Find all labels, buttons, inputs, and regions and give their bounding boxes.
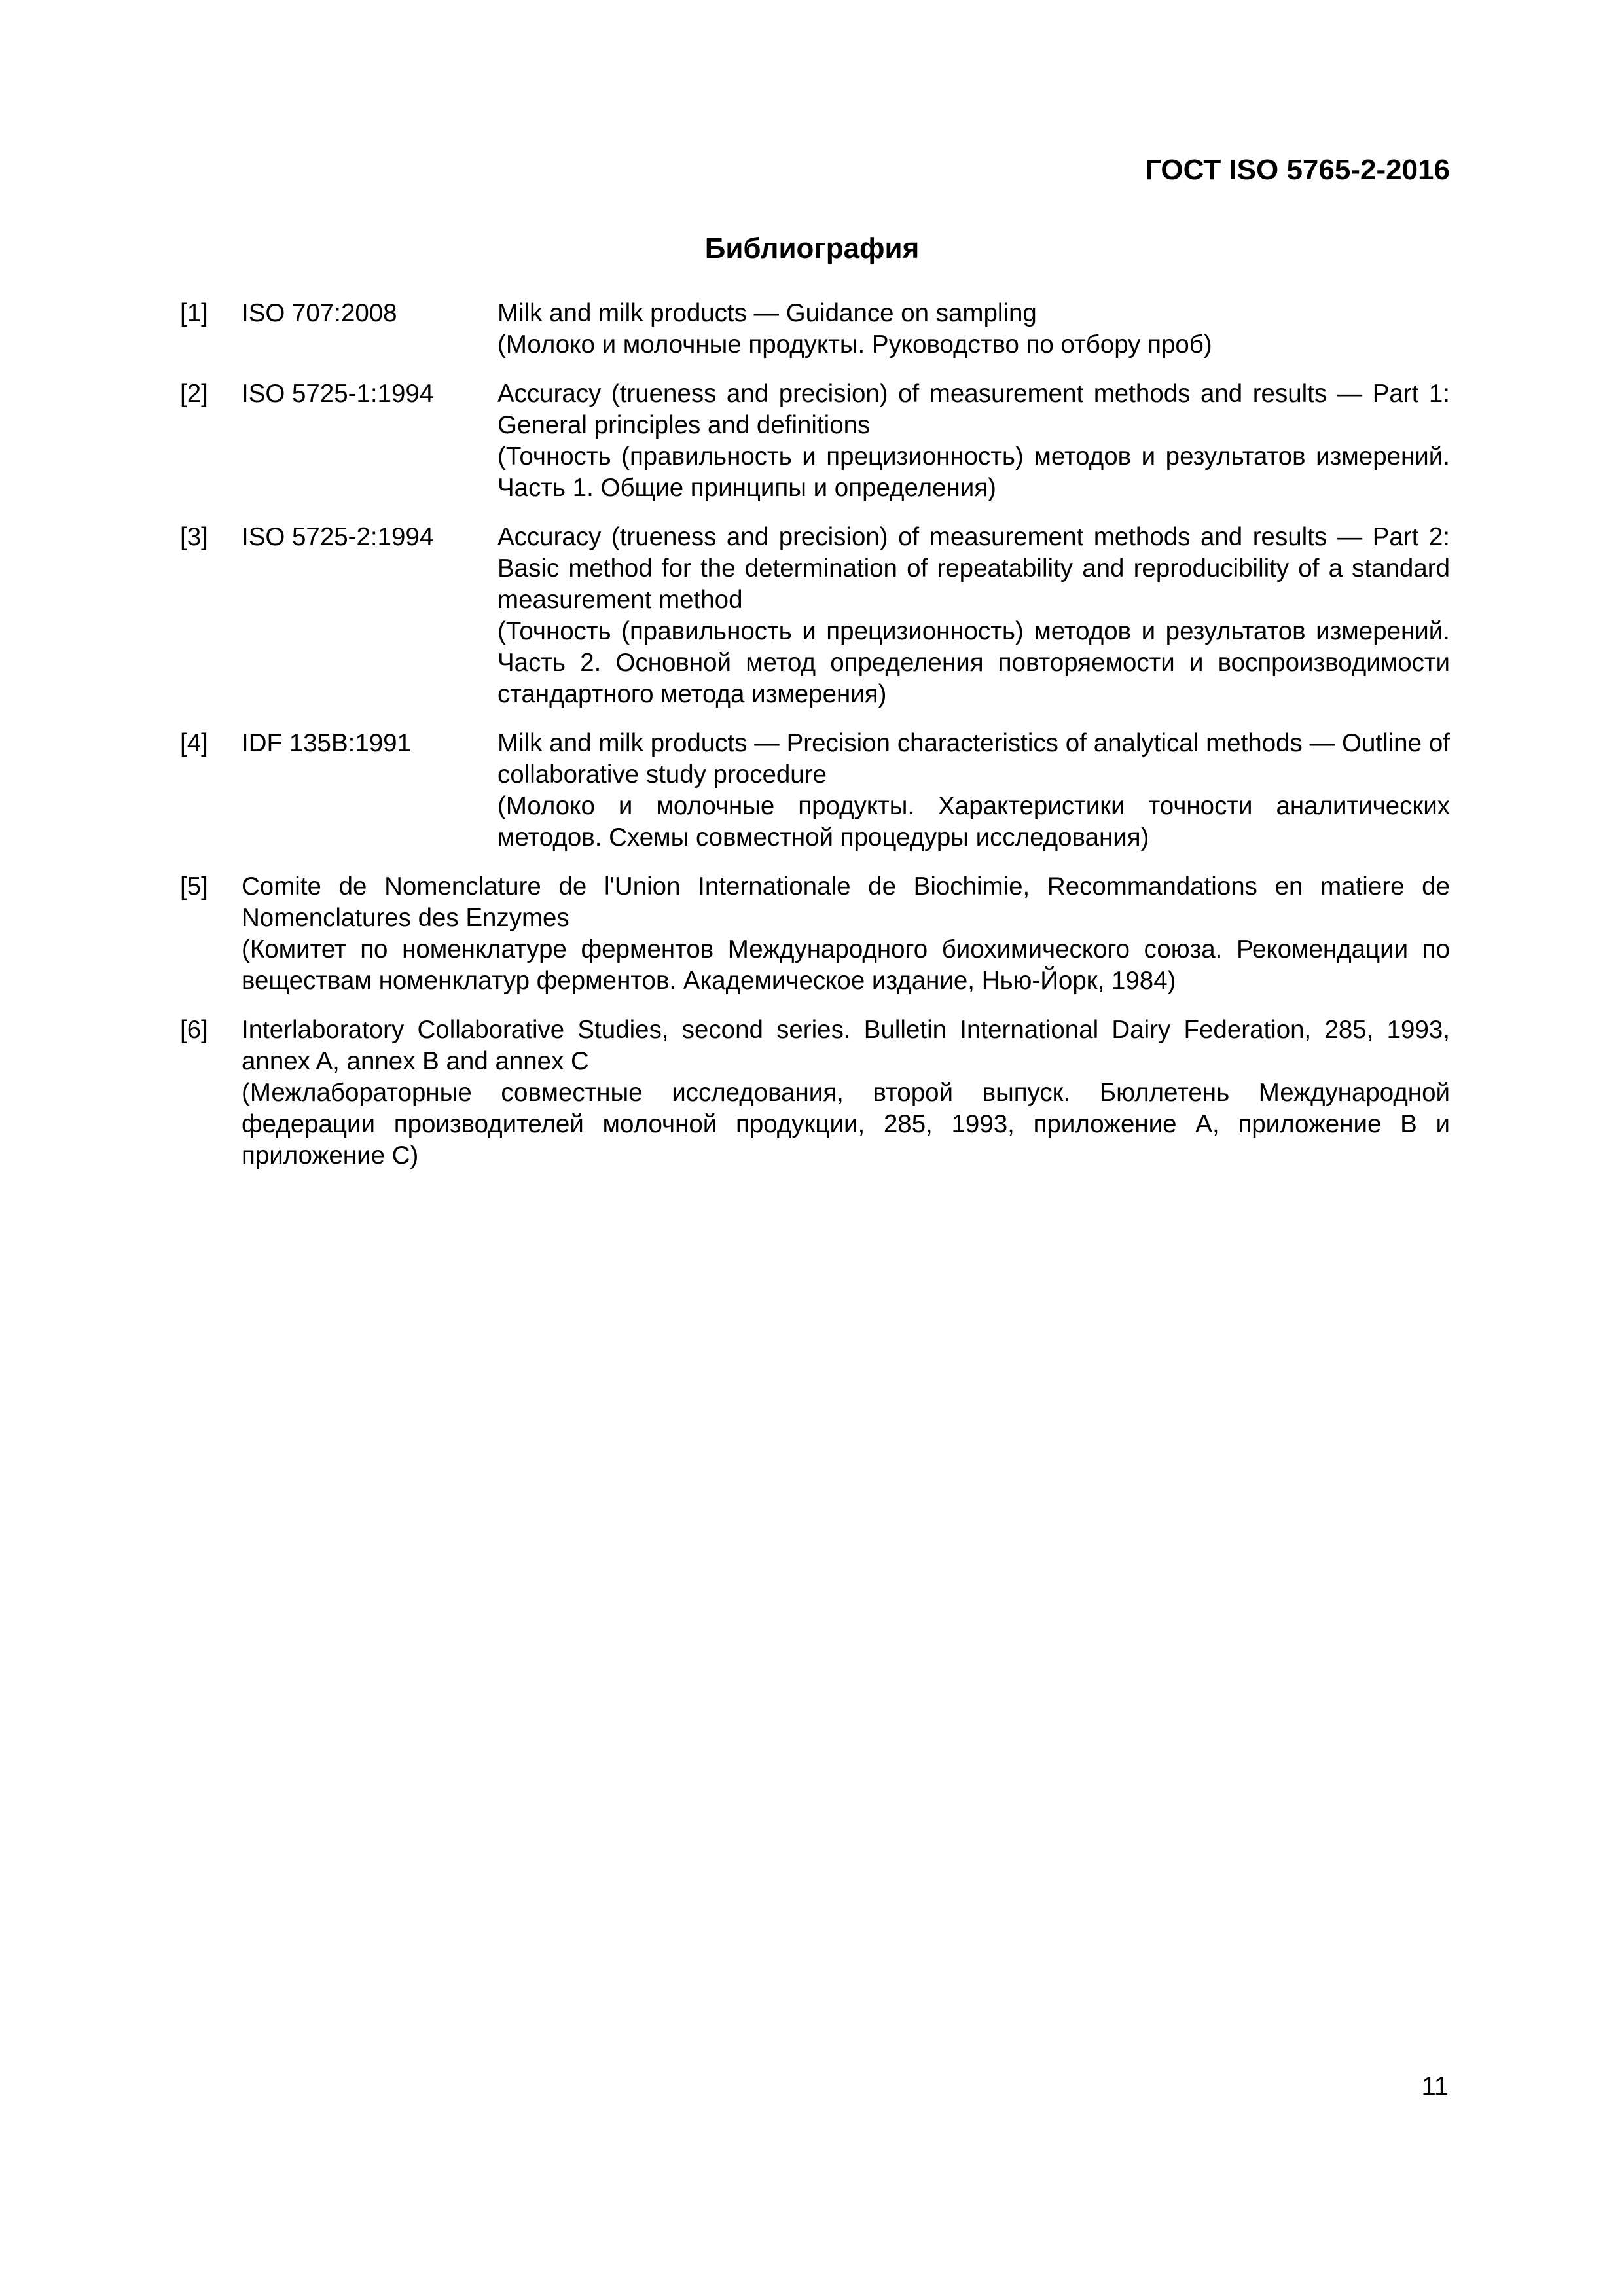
entry-number: [4] xyxy=(180,729,208,757)
entry-title-ru: (Межлабораторные совместные исследования, второй выпуск. Бюллетень Международной федерации производителей молочной продукции, 285, 1993, приложение А, приложение В и приложение С) xyxy=(242,1079,1450,1170)
entry-title-ru: (Молоко и молочные продукты. Характеристики точности аналитических методов. Схемы совместной процедуры исследования) xyxy=(497,792,1450,852)
section-title: Библиография xyxy=(704,232,920,264)
page-number: 11 xyxy=(1421,2072,1449,2101)
entry-number: [2] xyxy=(180,380,208,408)
bibliography-list xyxy=(180,298,1450,1189)
bibliography-entry-1 xyxy=(180,298,1450,361)
entry-title-ru: (Комитет по номенклатуре ферментов Международного биохимического союза. Рекомендации по веществам номенклатур ферментов. Академическое издание, Нью-Йорк, 1984) xyxy=(242,935,1450,995)
bibliography-entry-2 xyxy=(180,378,1450,504)
entry-title-en: Interlaboratory Collaborative Studies, second series. Bulletin International Dairy Federation, 285, 1993, annex A, annex B and annex C xyxy=(242,1016,1450,1075)
bibliography-entry-3 xyxy=(180,522,1450,710)
entry-title-ru: (Точность (правильность и прецизионность) методов и результатов измерений. Часть 1. Общие принципы и определения) xyxy=(497,442,1450,502)
entry-title-ru: (Точность (правильность и прецизионность) методов и результатов измерений. Часть 2. Основной метод определения повторяемости и воспроизводимости стандартного метода измерения) xyxy=(497,617,1450,708)
entry-number: [5] xyxy=(180,872,208,901)
bibliography-entry-5 xyxy=(180,871,1450,997)
entry-title-en: Milk and milk products — Guidance on sampling xyxy=(497,299,1037,327)
entry-description xyxy=(497,728,1450,853)
entry-title-en: Comite de Nomenclature de l'Union Internationale de Biochimie, Recommandations en matiere de Nomenclatures des Enzymes xyxy=(242,872,1450,932)
bibliography-entry-6 xyxy=(180,1014,1450,1172)
entry-title-en: Accuracy (trueness and precision) of measurement methods and results — Part 2: Basic method for the determination of repeatability and reproducibility of a standard measurement method xyxy=(497,523,1450,614)
entry-number: [3] xyxy=(180,523,208,551)
entry-description xyxy=(242,871,1450,997)
entry-title-en: Milk and milk products — Precision characteristics of analytical methods — Outline of collaborative study procedure xyxy=(497,729,1450,789)
bibliography-entry-4 xyxy=(180,728,1450,853)
entry-standard-code: ISO 5725-2:1994 xyxy=(242,523,434,551)
entry-standard-code: ISO 707:2008 xyxy=(242,299,397,327)
entry-standard-code: ISO 5725-1:1994 xyxy=(242,380,434,408)
entry-standard-code: IDF 135B:1991 xyxy=(242,729,411,757)
entry-number: [1] xyxy=(180,299,208,327)
document-code: ГОСТ ISO 5765-2-2016 xyxy=(1145,154,1450,186)
entry-description xyxy=(497,378,1450,504)
entry-number: [6] xyxy=(180,1016,208,1044)
entry-title-ru: (Молоко и молочные продукты. Руководство по отбору проб) xyxy=(497,331,1212,359)
entry-title-en: Accuracy (trueness and precision) of measurement methods and results — Part 1: General principles and definitions xyxy=(497,380,1450,439)
entry-description xyxy=(242,1014,1450,1172)
entry-description xyxy=(497,298,1450,361)
entry-description xyxy=(497,522,1450,710)
